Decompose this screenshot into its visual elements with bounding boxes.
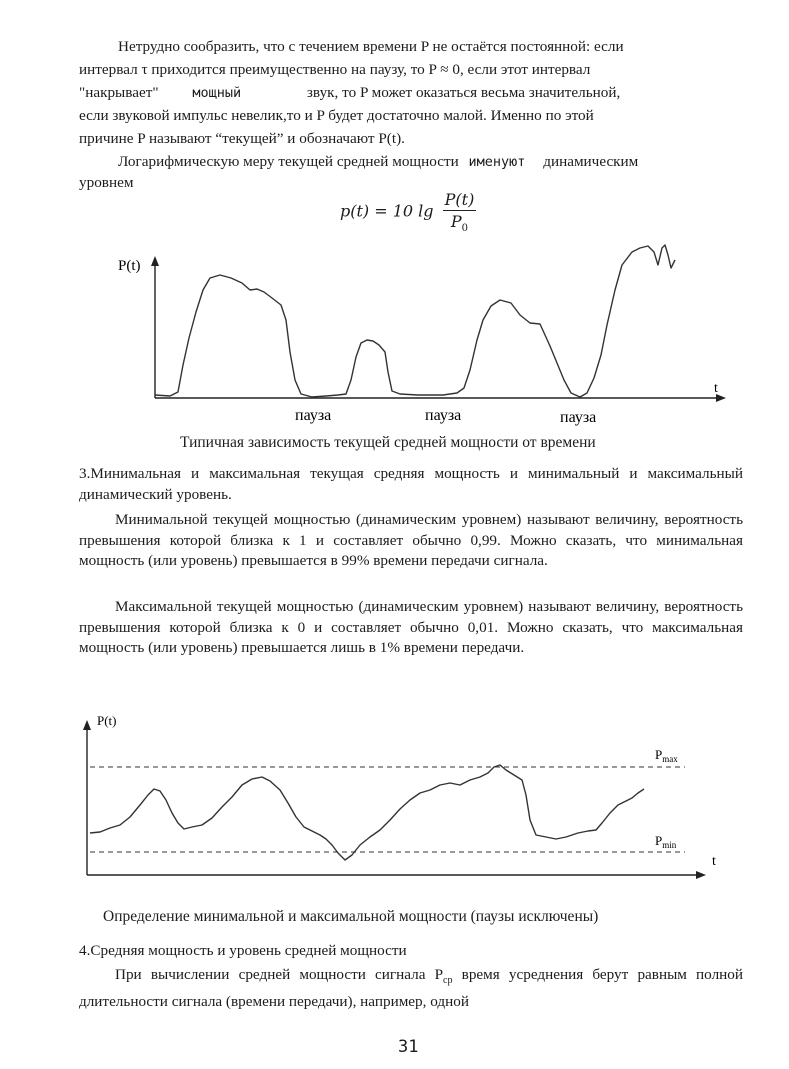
figure2-chart	[70, 705, 740, 885]
section4-para-start: При вычислении средней мощности сигнала P	[115, 966, 444, 983]
para2-line1-b: именуют	[468, 154, 526, 170]
section3-heading: 3.Минимальная и максимальная текущая средняя мощность и минимальный и максимальный динамический уровень.	[79, 465, 743, 503]
para1-line1: Нетрудно сообразить, что с течением времени P не остаётся постоянной: если	[118, 38, 624, 55]
figure1-y-label: P(t)	[118, 258, 141, 274]
para1-line2: интервал τ приходится преимущественно на паузу, то P ≈ 0, если этот интервал	[79, 61, 591, 78]
figure2-power-curve	[90, 765, 644, 860]
para2-line1-a: Логарифмическую меру текущей средней мощности	[118, 153, 459, 170]
figure2-pmin-sub: min	[662, 840, 677, 850]
section3-para-min: Минимальной текущей мощностью (динамическим уровнем) называют величину, вероятность превышения которой близка к 1 и составляет обычно 0,99. Можно сказать, что минимальная мощность (или уровень) превышается в 99% времени передачи сигнала.	[79, 511, 743, 570]
para1-line3-a: "накрывает"	[79, 84, 159, 101]
figure1-y-arrow	[151, 256, 159, 266]
formula-lhs: p(t) = 10 lg	[340, 201, 434, 221]
section4-para	[79, 965, 743, 1012]
section4-para-sub: ср	[443, 975, 453, 987]
figure2-x-arrow	[696, 871, 706, 879]
formula-denominator	[443, 211, 477, 234]
figure2-x-label: t	[712, 854, 716, 869]
para2-line1	[118, 152, 743, 173]
para1-line4: если звуковой импульс невелик,то и P будет достаточно малой. Именно по этой	[79, 107, 594, 124]
para2-line2: уровнем	[79, 174, 134, 191]
section3-para-max: Максимальной текущей мощностью (динамическим уровнем) называют величину, вероятность превышения которой близка к 0 и составляет обычно 0,01. Можно сказать, что максимальная мощность (или уровень) превышается лишь в 1% времени передачи.	[79, 598, 743, 657]
formula-numerator: P(t)	[444, 190, 475, 209]
figure1-pause-label-2: пауза	[425, 407, 462, 424]
figure2-pmin-symbol: P	[655, 833, 663, 848]
figure1-chart	[100, 240, 740, 430]
para2-line1-c: динамическим	[543, 153, 639, 170]
section4-heading: 4.Средняя мощность и уровень средней мощности	[79, 942, 407, 959]
para1-line3-b: мощный	[192, 85, 242, 101]
figure2-pmax-symbol: P	[655, 747, 663, 762]
figure1-caption: Типичная зависимость текущей средней мощности от времени	[180, 434, 596, 451]
figure2-y-label: P(t)	[97, 713, 117, 728]
figure2-pmax-label	[655, 747, 678, 764]
figure1-power-curve	[155, 245, 675, 397]
figure2-pmin-label	[655, 833, 677, 850]
formula-denominator-symbol: P	[450, 212, 462, 231]
formula-fraction	[443, 190, 477, 234]
figure2-caption: Определение минимальной и максимальной мощности (паузы исключены)	[103, 908, 599, 925]
formula	[340, 190, 476, 234]
figure2-pmax-sub: max	[662, 754, 678, 764]
section4-para-rest: время усреднения берут равным полной длительности сигнала (времени передачи), например, одной	[79, 966, 743, 1010]
para1-line3-c: звук, то P может оказаться весьма значительной,	[306, 84, 621, 101]
figure1-pause-label-1: пауза	[295, 407, 332, 424]
figure1-pause-label-3: пауза	[560, 409, 597, 426]
formula-denominator-sub: 0	[461, 223, 469, 235]
page-number: 31	[398, 1037, 419, 1057]
figure1-x-label: t	[714, 381, 718, 396]
para1-line3	[79, 83, 744, 104]
figure2-y-arrow	[83, 720, 91, 730]
para1-line5: причине P называют “текущей” и обозначают P(t).	[79, 130, 405, 147]
